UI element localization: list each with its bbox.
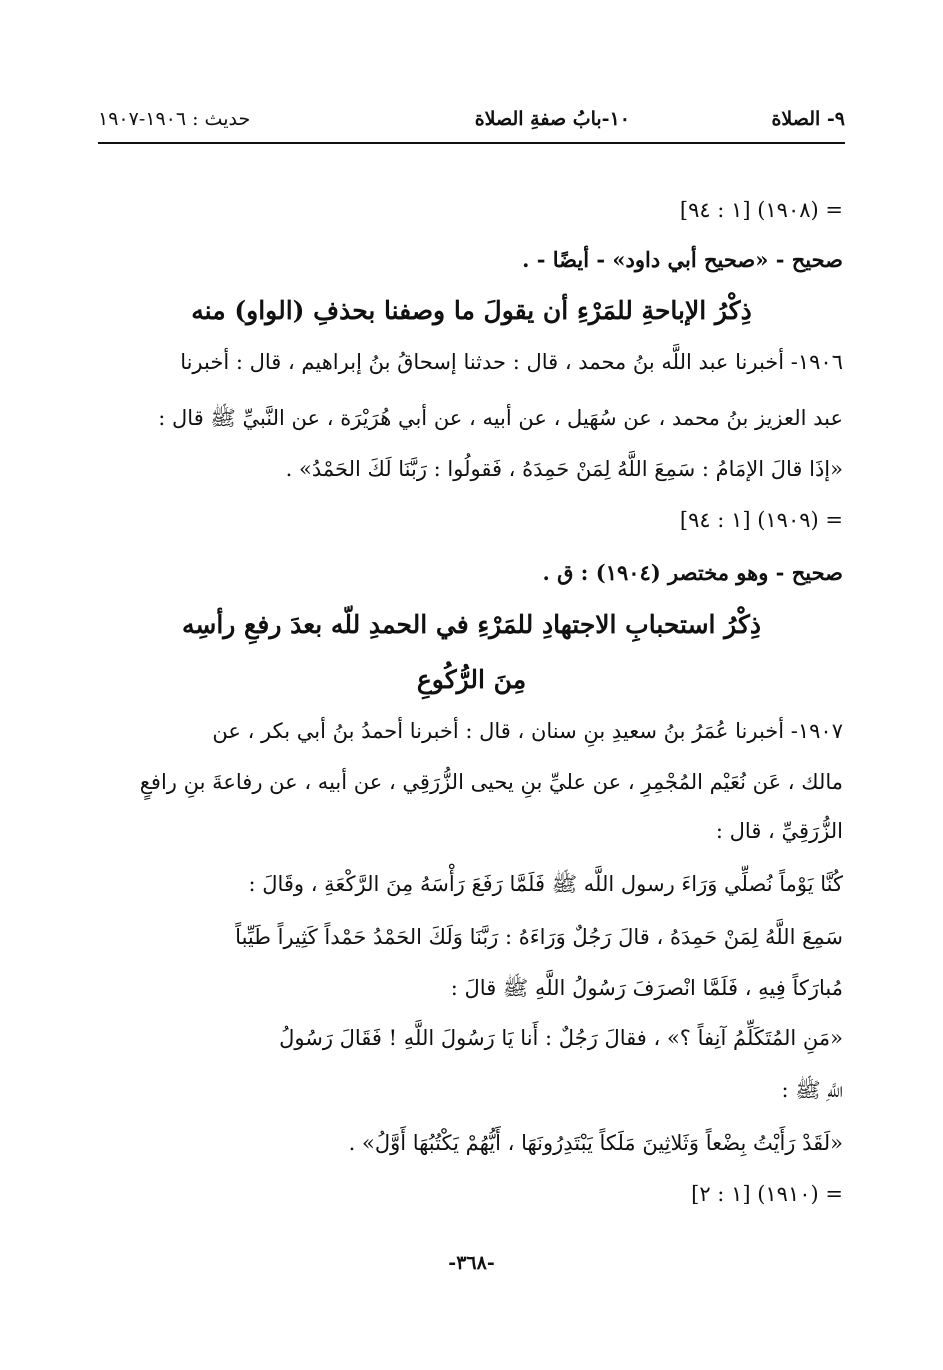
hadith-1906-isnad-line-1: ١٩٠٦- أخبرنا عبد اللَّه بنُ محمد ، قال : حدثنا إسحاقُ بنُ إبراهيم ، قال : أخبرنا — [180, 350, 843, 374]
section-title: ١٠-بابُ صفةِ الصلاة — [474, 108, 630, 130]
hadith-1907-matn-line-3: مُبارَكاً فِيهِ ، فَلَمَّا انْصرَفَ رَسُولُ اللَّهِ ﷺ قالَ : — [450, 976, 843, 1000]
hadith-1907-matn-line-2: سَمِعَ اللَّهُ لِمَنْ حَمِدَهُ ، قالَ رَجُلٌ وَرَاءَهُ : رَبَّنَا وَلَكَ الحَمْدُ حَمْداً كَثِيراً طَيِّباً — [235, 925, 843, 949]
hadith-1906-matn: «إذَا قالَ الإمَامُ : سَمِعَ اللَّهُ لِمَنْ حَمِدَهُ ، فَقولُوا : رَبَّنَا لَكَ الحَمْدُ» . — [285, 457, 843, 481]
hadith-1907-isnad-line-3: الزُّرَقِيِّ ، قال : — [715, 819, 843, 843]
cross-reference-1909: = (١٩٠٩) [١ : ٩٤] — [679, 508, 843, 532]
cross-reference-1910: = (١٩١٠) [١ : ٢] — [691, 1182, 843, 1206]
hadith-1906-isnad-line-2: عبد العزيز بنُ محمد ، عن سُهَيل ، عن أبيه ، عن أبي هُرَيْرَة ، عن النَّبيِّ ﷺ قال : — [158, 406, 843, 430]
running-header — [98, 108, 845, 144]
hadith-1907-isnad-line-2: مالك ، عَن نُعَيْم المُجْمِرِ ، عن عليِّ بنِ يحيى الزُّرَقِي ، عن أبيه ، عن رفاعةَ بنِ رافعٍ — [139, 770, 843, 794]
cross-reference-1908: = (١٩٠٨) [١ : ٩٤] — [679, 198, 843, 222]
chapter-title: ٩- الصلاة — [771, 108, 845, 130]
hadith-range: حديث : ١٩٠٦-١٩٠٧ — [98, 108, 251, 130]
hadith-1907-matn-line-5: اللَّهِ ﷺ : — [781, 1078, 843, 1102]
section-heading-2a: ذِكْرُ استحبابِ الاجتهادِ للمَرْءِ في الحمدِ للّه بعدَ رفعِ رأسِه — [181, 610, 761, 639]
section-heading-1: ذِكْرُ الإباحةِ للمَرْءِ أن يقولَ ما وصفنا بحذفِ (الواو) منه — [191, 296, 752, 325]
section-heading-2b: مِنَ الرُّكُوعِ — [416, 665, 527, 694]
hadith-1907-matn-line-6: «لَقَدْ رَأَيْتُ بِضْعاً وَثَلاثِينَ مَلَكاً يَبْتَدِرُونَهَا ، أَيُّهُمْ يَكْتُبُهَا أَوَّلُ» . — [348, 1131, 843, 1155]
hadith-1907-matn-line-1: كُنَّا يَوْماً نُصلِّي وَرَاءَ رسول اللَّه ﷺ فَلَمَّا رَفَعَ رَأْسَهُ مِنَ الرَّكْعَةِ ، وقَالَ : — [248, 872, 843, 896]
page-number: -٣٦٨- — [448, 1252, 495, 1274]
grade-line-2: صحيح - وهو مختصر (١٩٠٤) : ق . — [542, 560, 843, 585]
hadith-1907-isnad-line-1: ١٩٠٧- أخبرنا عُمَرُ بنُ سعيدِ بنِ سنان ، قال : أخبرنا أحمدُ بنُ أبي بكر ، عن — [212, 719, 843, 743]
grade-line-1: صحيح - «صحيح أبي داود» - أيضًا - . — [522, 247, 843, 272]
hadith-1907-matn-line-4: «مَنِ المُتَكَلِّمُ آنِفاً ؟» ، فقالَ رَجُلٌ : أَنا يَا رَسُولَ اللَّهِ ! فَقَالَ رَسُولُ — [279, 1026, 843, 1050]
